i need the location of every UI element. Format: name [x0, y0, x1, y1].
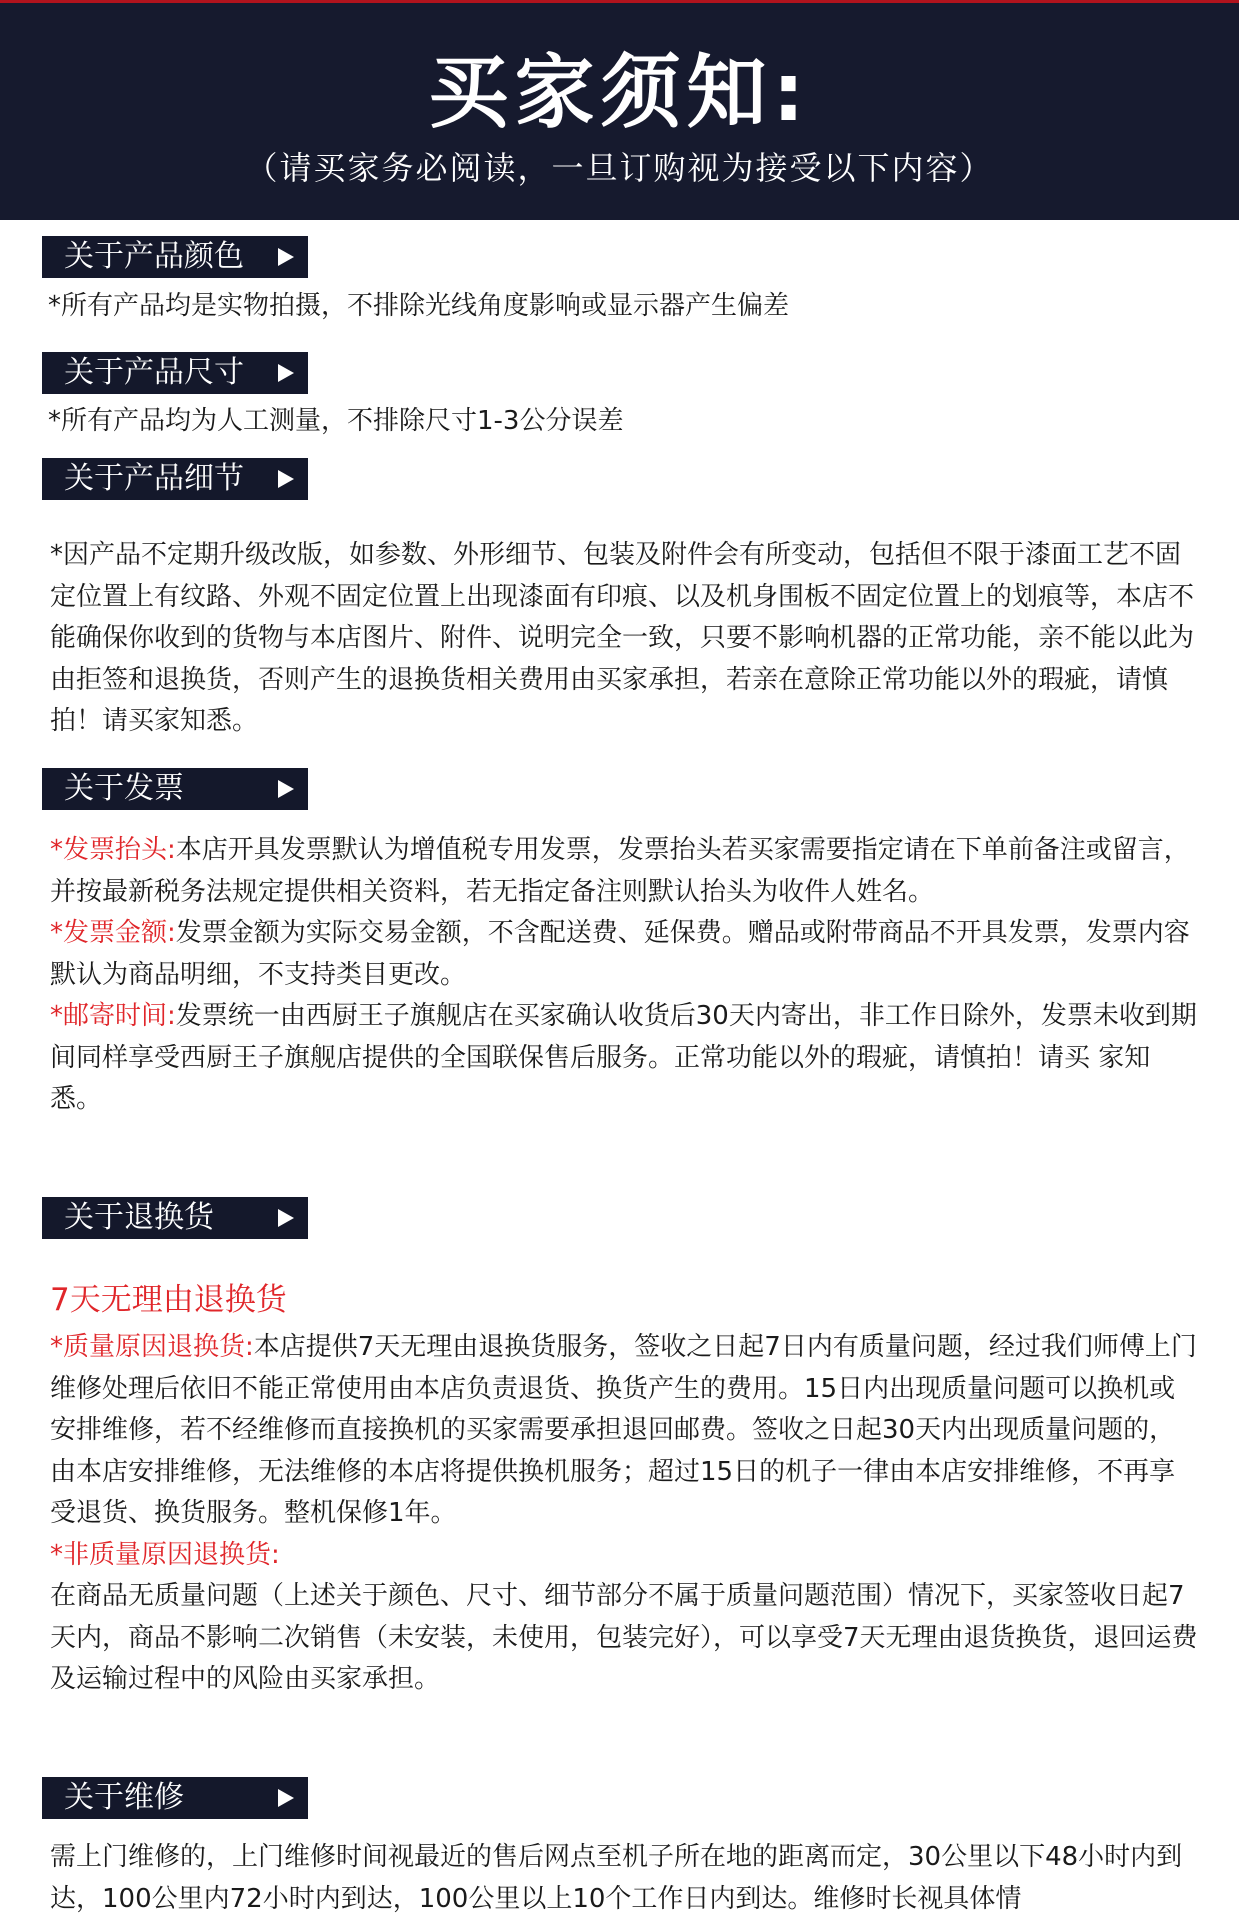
nonquality-return-key: *非质量原因退换货: [50, 1540, 280, 1570]
play-arrow-icon [278, 470, 294, 488]
section-label-color [42, 236, 308, 278]
size-note: *所有产品均为人工测量，不排除尺寸1-3公分误差 [48, 406, 624, 436]
section-label-text: 关于发票 [64, 771, 184, 806]
section-label-text: 关于产品颜色 [64, 239, 244, 274]
play-arrow-icon [278, 1209, 294, 1227]
invoice-mail-text: 发票统一由西厨王子旗舰店在买家确认收货后30天内寄出，非工作日除外，发票未收到期间同样享受西厨王子旗舰店提供的全国联保售后服务。正常功能以外的瑕疵，请慎拍！请买 家知悉。 [50, 1001, 1197, 1114]
invoice-amount-item [50, 913, 1200, 996]
repair-note: 需上门维修的，上门维修时间视最近的售后网点至机子所在地的距离而定，30公里以下48小时内到达，100公里内72小时内到达，100公里以上10个工作日内到达。维修时长视具体情 [50, 1842, 1183, 1914]
section-label-text: 关于退换货 [64, 1200, 214, 1235]
invoice-amount-key: *发票金额: [50, 918, 176, 948]
section-label-detail [42, 458, 308, 500]
nonquality-return-text: 在商品无质量问题（上述关于颜色、尺寸、细节部分不属于质量问题范围）情况下，买家签收日起7天内，商品不影响二次销售（未安装，未使用，包装完好），可以享受7天无理由退货换货，退回运费及运输过程中的风险由买家承担。 [50, 1581, 1198, 1694]
section-label-size [42, 352, 308, 394]
play-arrow-icon [278, 780, 294, 798]
quality-return-text: 本店提供7天无理由退换货服务，签收之日起7日内有质量问题，经过我们师傅上门维修处理后依旧不能正常使用由本店负责退货、换货产生的费用。15日内出现质量问题可以换机或安排维修，若不经维修而直接换机的买家需要承担退回邮费。签收之日起30天内出现质量问题的，由本店安排维修，无法维修的本店将提供换机服务；超过15日的机子一律由本店安排维修，不再享受退货、换货服务。整机保修1年。 [50, 1332, 1197, 1528]
invoice-amount-text: 发票金额为实际交易金额，不含配送费、延保费。赠品或附带商品不开具发票，发票内容默认为商品明细，不支持类目更改。 [50, 918, 1190, 990]
invoice-title-text: 本店开具发票默认为增值税专用发票，发票抬头若买家需要指定请在下单前备注或留言，并按最新税务法规定提供相关资料，若无指定备注则默认抬头为收件人姓名。 [50, 835, 1190, 907]
section-label-text: 关于产品细节 [64, 461, 244, 496]
invoice-title-item [50, 830, 1200, 913]
page-subtitle: （请买家务必阅读，一旦订购视为接受以下内容） [245, 149, 994, 187]
color-note: *所有产品均是实物拍摄，不排除光线角度影响或显示器产生偏差 [48, 291, 790, 321]
section-label-returns [42, 1197, 308, 1239]
invoice-mail-item [50, 996, 1200, 1121]
quality-return-item [50, 1327, 1200, 1535]
invoice-title-key: *发票抬头: [50, 835, 176, 865]
section-label-text: 关于维修 [64, 1780, 184, 1815]
section-label-repair [42, 1777, 308, 1819]
detail-note: *因产品不定期升级改版，如参数、外形细节、包装及附件会有所变动，包括但不限于漆面工艺不固定位置上有纹路、外观不固定位置上出现漆面有印痕、以及机身围板不固定位置上的划痕等，本店不能确保你收到的货物与本店图片、附件、说明完全一致，只要不影响机器的正常功能，亲不能以此为由拒签和退换货，否则产生的退换货相关费用由买家承担，若亲在意除正常功能以外的瑕疵，请慎拍！请买家知悉。 [50, 540, 1195, 736]
page-title: 买家须知: [428, 46, 811, 139]
section-label-text: 关于产品尺寸 [64, 355, 244, 390]
invoice-mail-key: *邮寄时间: [50, 1001, 176, 1031]
page-header [0, 0, 1239, 220]
play-arrow-icon [278, 1789, 294, 1807]
section-label-invoice [42, 768, 308, 810]
returns-heading: 7天无理由退换货 [50, 1282, 287, 1318]
play-arrow-icon [278, 248, 294, 266]
play-arrow-icon [278, 364, 294, 382]
quality-return-key: *质量原因退换货: [50, 1332, 254, 1362]
